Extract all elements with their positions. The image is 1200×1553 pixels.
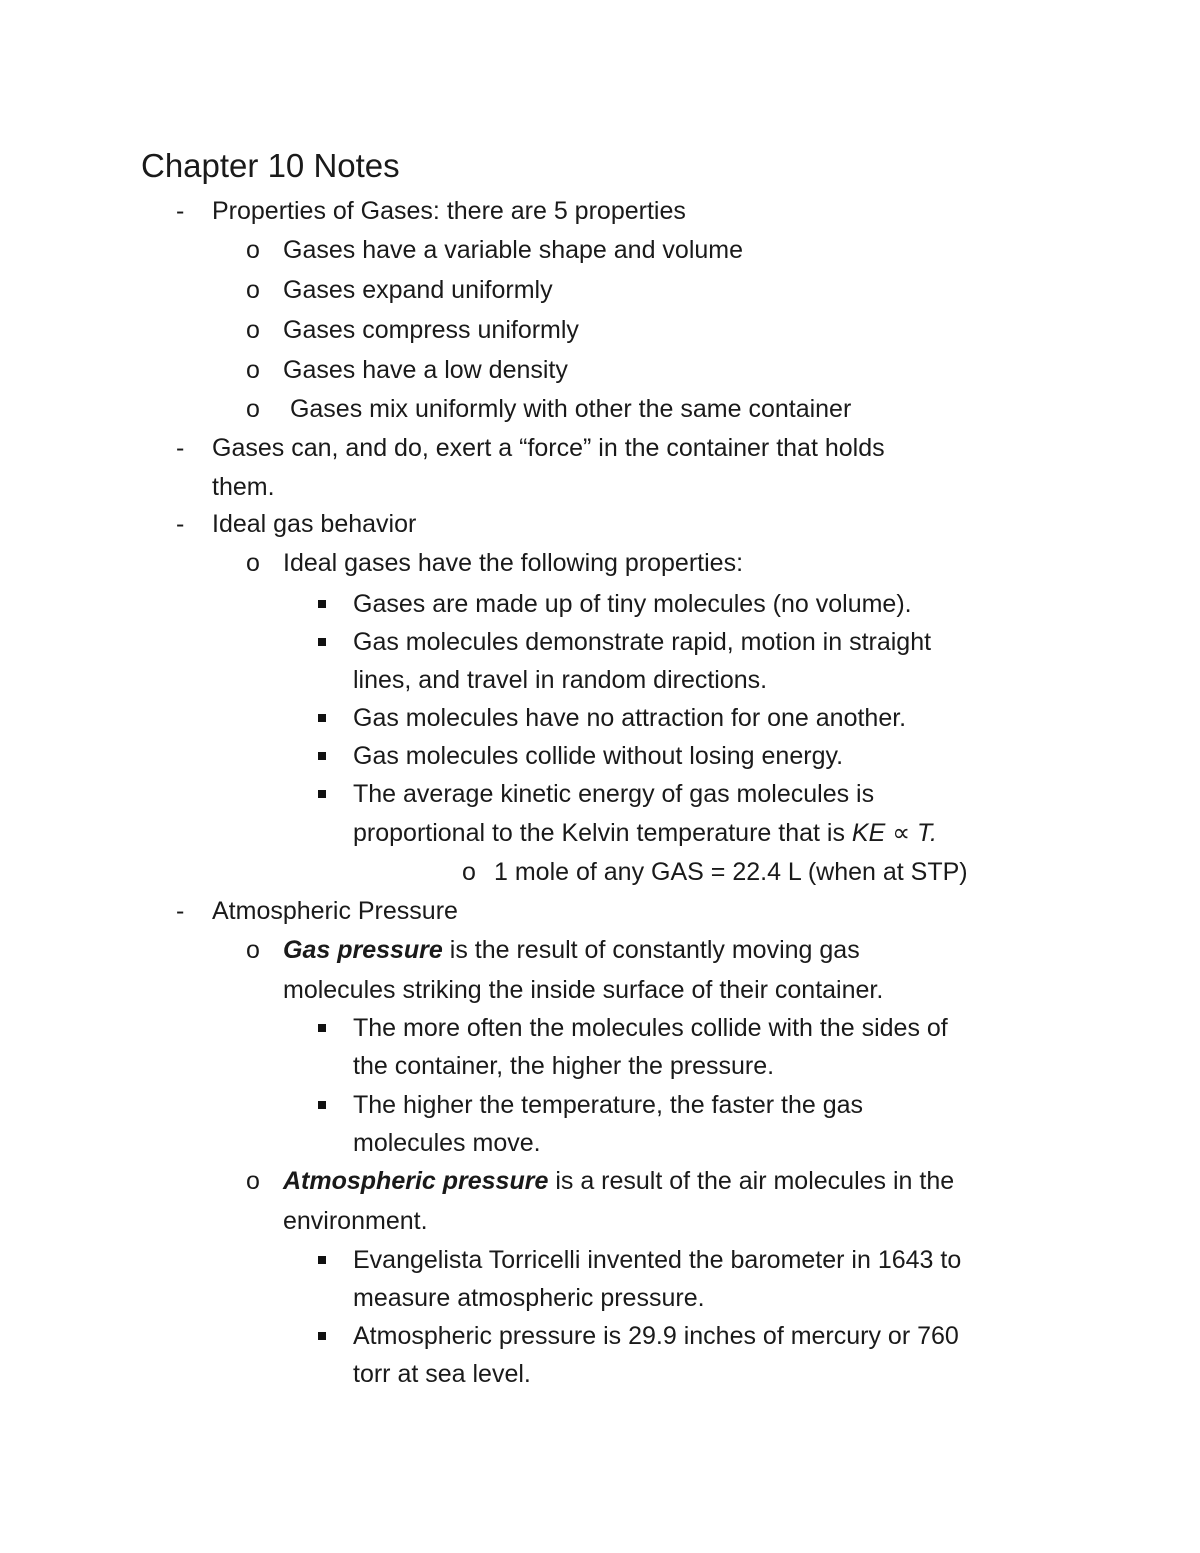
stp-fact: 1 mole of any GAS = 22.4 L (when at STP) — [494, 858, 968, 886]
circle-bullet: o — [246, 549, 260, 577]
list-item: Atmospheric pressure is 29.9 inches of mercury or 760 — [353, 1322, 959, 1350]
list-item-cont: torr at sea level. — [353, 1360, 531, 1388]
proportional-symbol: ∝ — [885, 819, 918, 847]
ideal-gas-subheading: Ideal gases have the following properties: — [283, 549, 744, 577]
circle-bullet: o — [246, 316, 260, 344]
list-item-cont: measure atmospheric pressure. — [353, 1284, 705, 1312]
ke-symbol: KE — [851, 819, 886, 847]
circle-bullet: o — [462, 858, 476, 886]
square-bullet — [318, 741, 326, 771]
list-item: Gases have a variable shape and volume — [283, 236, 744, 264]
atmospheric-pressure-text: is a result of the air molecules in the — [548, 1167, 955, 1195]
square-bullet — [318, 589, 326, 619]
atmospheric-pressure-term: Atmospheric pressure — [283, 1167, 549, 1195]
list-item: Gas molecules demonstrate rapid, motion in straight — [353, 628, 932, 656]
atmospheric-heading: Atmospheric Pressure — [212, 897, 458, 925]
list-item-cont: lines, and travel in random directions. — [353, 666, 768, 694]
list-item: Gas molecules have no attraction for one another. — [353, 704, 907, 732]
gas-pressure-definition — [283, 935, 860, 965]
square-bullet — [318, 1245, 326, 1275]
list-item: Gas molecules collide without losing energy. — [353, 742, 844, 770]
circle-bullet: o — [246, 356, 260, 384]
list-item: The higher the temperature, the faster the gas — [353, 1091, 864, 1119]
circle-bullet: o — [246, 395, 260, 423]
atmospheric-pressure-definition-cont: environment. — [283, 1207, 428, 1235]
square-bullet — [318, 1321, 326, 1351]
list-item: Gases expand uniformly — [283, 276, 553, 304]
gas-pressure-definition-cont: molecules striking the inside surface of their container. — [283, 976, 884, 1004]
dash-bullet: - — [176, 434, 185, 462]
square-bullet — [318, 703, 326, 733]
list-item-cont: the container, the higher the pressure. — [353, 1052, 775, 1080]
list-item: Gases compress uniformly — [283, 316, 579, 344]
circle-bullet: o — [246, 936, 260, 964]
list-item: Gases mix uniformly with other the same container — [283, 395, 852, 423]
circle-bullet: o — [246, 276, 260, 304]
list-item: Evangelista Torricelli invented the barometer in 1643 to — [353, 1246, 962, 1274]
gas-pressure-text: is the result of constantly moving gas — [442, 936, 860, 964]
list-item: Gases are made up of tiny molecules (no volume). — [353, 590, 912, 618]
gas-pressure-term: Gas pressure — [283, 936, 443, 964]
circle-bullet: o — [246, 236, 260, 264]
kelvin-text: proportional to the Kelvin temperature that is — [353, 819, 852, 847]
square-bullet — [318, 779, 326, 809]
force-statement: Gases can, and do, exert a “force” in the container that holds — [212, 434, 885, 462]
properties-heading: Properties of Gases: there are 5 properties — [212, 197, 686, 225]
dash-bullet: - — [176, 897, 185, 925]
atmospheric-pressure-definition — [283, 1166, 954, 1196]
dash-bullet: - — [176, 197, 185, 225]
ideal-gas-heading: Ideal gas behavior — [212, 510, 417, 538]
list-item: Gases have a low density — [283, 356, 568, 384]
circle-bullet: o — [246, 1167, 260, 1195]
force-statement-cont: them. — [212, 473, 275, 501]
t-symbol: T. — [917, 819, 937, 847]
list-item-cont: molecules move. — [353, 1129, 541, 1157]
page-title: Chapter 10 Notes — [141, 147, 400, 184]
square-bullet — [318, 627, 326, 657]
list-item-cont — [353, 818, 937, 848]
square-bullet — [318, 1090, 326, 1120]
list-item: The average kinetic energy of gas molecules is — [353, 780, 875, 808]
dash-bullet: - — [176, 510, 185, 538]
list-item: The more often the molecules collide with the sides of — [353, 1014, 948, 1042]
square-bullet — [318, 1013, 326, 1043]
